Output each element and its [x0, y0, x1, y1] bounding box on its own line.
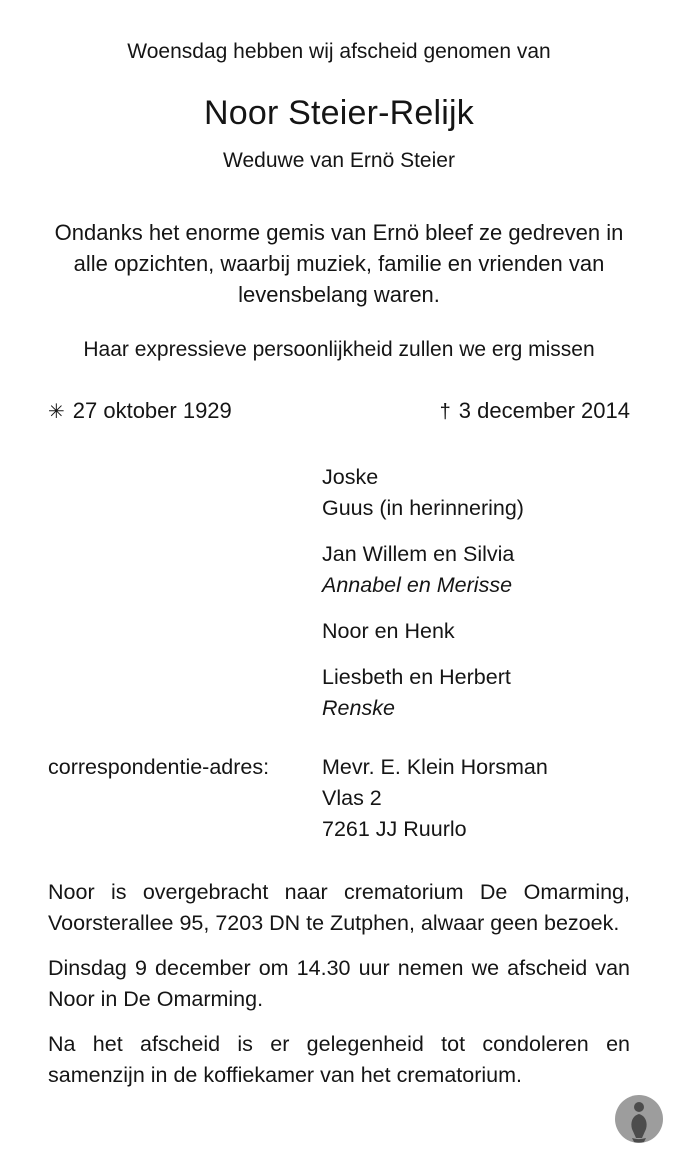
birth-date-text: 27 oktober 1929 — [72, 398, 232, 423]
correspondence-address-line: 7261 JJ Ruurlo — [322, 817, 467, 841]
deceased-subtitle: Weduwe van Ernö Steier — [223, 149, 455, 172]
family-group — [322, 539, 630, 601]
family-group — [322, 662, 630, 724]
birth-date — [48, 398, 232, 424]
family-group — [322, 462, 630, 524]
death-dagger-icon: † — [439, 401, 451, 423]
tribute-line: Haar expressieve persoonlijkheid zullen we erg missen — [83, 338, 595, 361]
family-name-line: Noor en Henk — [322, 619, 455, 643]
service-notice: Dinsdag 9 december om 14.30 uur nemen we afscheid van Noor in De Omarming. — [48, 956, 630, 1011]
correspondence-address-line: Mevr. E. Klein Horsman — [322, 755, 548, 779]
family-names-list — [48, 462, 630, 724]
correspondence-block — [48, 752, 630, 845]
correspondence-label: correspondentie-adres: — [48, 755, 270, 779]
tribute-paragraph: Ondanks het enorme gemis van Ernö bleef ze gedreven in alle opzichten, waarbij muziek, familie en vrienden van levensbelang waren. — [54, 220, 624, 307]
correspondence-address — [322, 752, 548, 845]
intro-line: Woensdag hebben wij afscheid genomen van — [127, 40, 551, 63]
family-name-line: Guus (in herinnering) — [322, 496, 524, 520]
life-dates-row — [48, 398, 630, 424]
family-grandchildren-line: Annabel en Merisse — [322, 573, 513, 597]
family-name-line: Joske — [322, 465, 379, 489]
family-name-line: Liesbeth en Herbert — [322, 665, 511, 689]
death-date-text: 3 december 2014 — [458, 398, 630, 423]
crematorium-notice: Noor is overgebracht naar crematorium De Omarming, Voorsterallee 95, 7203 DN te Zutphen, alwaar geen bezoek. — [48, 880, 630, 935]
family-name-line: Jan Willem en Silvia — [322, 542, 515, 566]
death-date — [440, 398, 630, 424]
family-group — [322, 616, 630, 647]
funeral-notices — [48, 877, 630, 1091]
deceased-name: Noor Steier-Relijk — [203, 94, 474, 132]
condolence-notice: Na het afscheid is er gelegenheid tot condoleren en samenzijn in de koffiekamer van het crematorium. — [48, 1032, 630, 1087]
correspondence-address-line: Vlas 2 — [322, 786, 382, 810]
family-grandchildren-line: Renske — [322, 696, 395, 720]
birth-star-icon: ✳ — [48, 401, 65, 423]
mensenlinq-logo-icon — [614, 1094, 664, 1144]
